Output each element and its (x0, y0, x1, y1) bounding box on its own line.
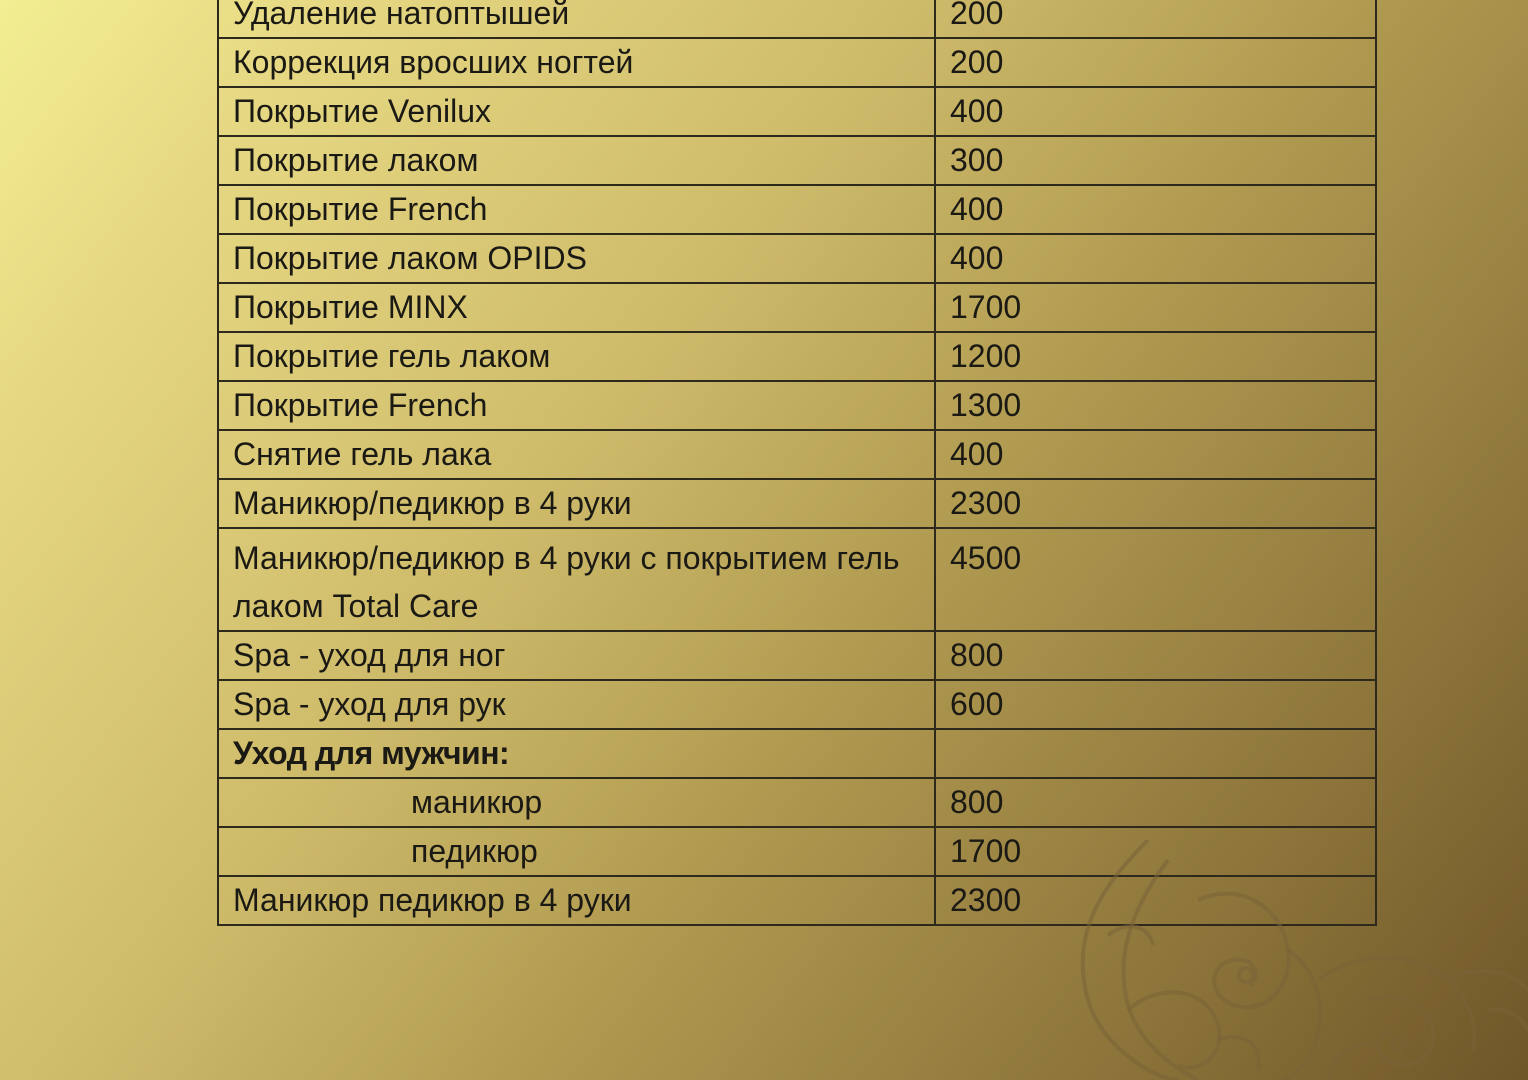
service-price: 2300 (935, 479, 1376, 528)
table-row (218, 136, 1376, 185)
service-name: Покрытие French (218, 381, 935, 430)
service-price: 300 (935, 136, 1376, 185)
service-price: 800 (935, 778, 1376, 827)
table-row (218, 680, 1376, 729)
service-name: Покрытие гель лаком (218, 332, 935, 381)
table-row (218, 234, 1376, 283)
service-price: 400 (935, 234, 1376, 283)
service-price: 1200 (935, 332, 1376, 381)
table-row (218, 283, 1376, 332)
service-name: Снятие гель лака (218, 430, 935, 479)
table-row (218, 528, 1376, 631)
service-price: 200 (935, 38, 1376, 87)
table-row (218, 381, 1376, 430)
service-price: 200 (935, 0, 1376, 38)
table-row (218, 0, 1376, 38)
service-price: 1700 (935, 827, 1376, 876)
table-row (218, 185, 1376, 234)
service-name: Коррекция вросших ногтей (218, 38, 935, 87)
service-name: педикюр (218, 827, 935, 876)
service-name: Удаление натоптышей (218, 0, 935, 38)
table-row (218, 479, 1376, 528)
service-name: Маникюр педикюр в 4 руки (218, 876, 935, 925)
service-name: маникюр (218, 778, 935, 827)
table-row (218, 430, 1376, 479)
service-name: Spa - уход для рук (218, 680, 935, 729)
table-row (218, 87, 1376, 136)
service-name: Покрытие лаком OPIDS (218, 234, 935, 283)
table-row (218, 778, 1376, 827)
service-name: Покрытие MINX (218, 283, 935, 332)
service-price: 400 (935, 87, 1376, 136)
service-name: Покрытие French (218, 185, 935, 234)
service-name: Маникюр/педикюр в 4 руки с покрытием гель лаком Total Care (218, 528, 935, 631)
service-price: 4500 (935, 528, 1376, 631)
service-price: 600 (935, 680, 1376, 729)
service-price: 400 (935, 430, 1376, 479)
service-name: Покрытие лаком (218, 136, 935, 185)
service-price: 400 (935, 185, 1376, 234)
service-price: 800 (935, 631, 1376, 680)
arabesque-ornament-icon (1068, 840, 1528, 1080)
table-row (218, 38, 1376, 87)
table-row (218, 631, 1376, 680)
service-name: Маникюр/педикюр в 4 руки (218, 479, 935, 528)
table-row (218, 332, 1376, 381)
service-price (935, 729, 1376, 778)
service-price: 2300 (935, 876, 1376, 925)
service-price: 1300 (935, 381, 1376, 430)
price-table (217, 0, 1377, 926)
table-row-section-heading (218, 729, 1376, 778)
service-price: 1700 (935, 283, 1376, 332)
service-name: Spa - уход для ног (218, 631, 935, 680)
section-heading: Уход для мужчин: (218, 729, 935, 778)
service-name: Покрытие Venilux (218, 87, 935, 136)
